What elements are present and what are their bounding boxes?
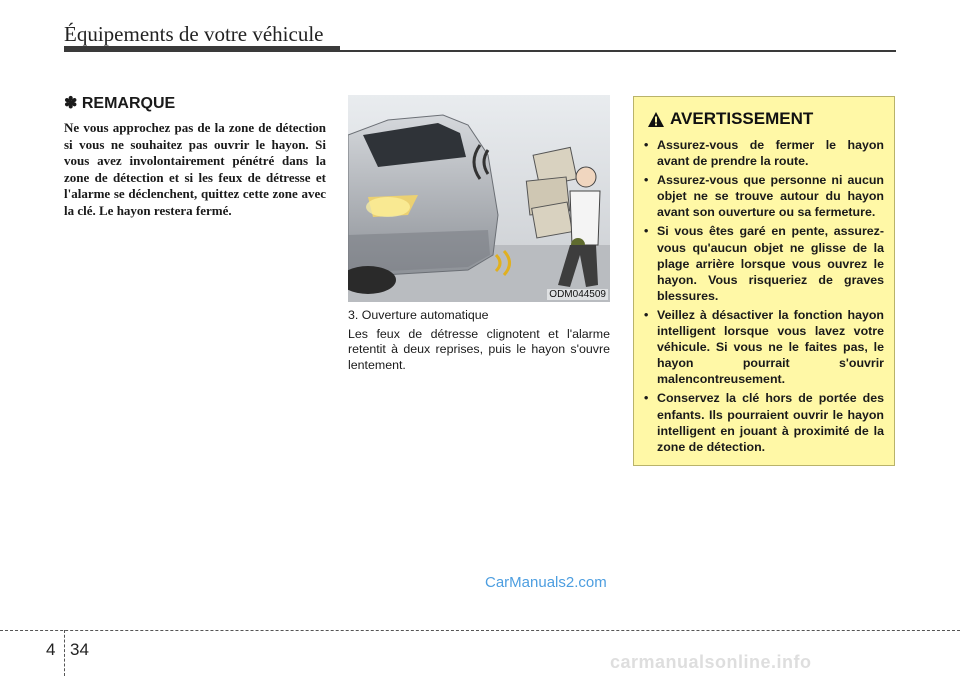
illustration-code: ODM044509: [549, 289, 606, 300]
chapter-number: 4: [46, 640, 56, 659]
warning-box: [633, 96, 895, 466]
remark-heading: ✽ REMARQUE: [64, 95, 176, 112]
warning-item: • Assurez-vous de fermer le hayon avant de prendre la route.: [644, 137, 884, 169]
warning-item: • Si vous êtes garé en pente, assurez-vous qu'aucun objet ne glisse de la plage arrière lorsque vous ouvrez le hayon. Vous risqueriez de graves blessures.: [644, 223, 884, 303]
warning-heading-label: AVERTISSEMENT: [670, 109, 814, 128]
header-rule: [64, 50, 896, 52]
section-body: Les feux de détresse clignotent et l'alarme retentit à deux reprises, puis le hayon s'ouvre lentement.: [348, 326, 610, 372]
footer-vertical-divider: [64, 630, 65, 676]
remark-block: [64, 93, 326, 220]
warning-heading: [648, 109, 894, 129]
tailgate-illustration: [348, 95, 610, 302]
footer-divider: [0, 630, 960, 631]
warning-item: • Veillez à désactiver la fonction hayon intelligent lorsque vous lavez votre véhicule. Si vous ne le faites pas, le hayon pourrait s'ouvrir malencontreusement.: [644, 307, 884, 387]
auto-open-section: [348, 308, 610, 373]
carmanuals-watermark: CarManuals2.com: [485, 574, 607, 591]
warning-triangle-icon: [648, 112, 664, 127]
page-number: 34: [70, 640, 89, 659]
car-and-person-drawing: [348, 95, 610, 302]
remark-body: Ne vous approchez pas de la zone de détection si vous ne souhaitez pas ouvrir le hayon. Si vous avez involontairement pénétré dans la zone de détection et si les feux de détresse et l'alarme se déclenchent, quittez cette zone avec la clé. Le hayon restera fermé.: [64, 120, 326, 218]
section-heading: 3. Ouverture automatique: [348, 308, 489, 322]
warning-item: • Assurez-vous que personne ni aucun objet ne se trouve autour du hayon avant son ouverture ou sa fermeture.: [644, 172, 884, 220]
warning-list: [634, 137, 894, 455]
page-header-title: Équipements de votre véhicule: [64, 22, 324, 46]
warning-item: • Conservez la clé hors de portée des enfants. Ils pourraient ouvrir le hayon intelligent en jouant à proximité de la zone de détection.: [644, 390, 884, 454]
site-watermark: carmanualsonline.info: [610, 652, 812, 672]
